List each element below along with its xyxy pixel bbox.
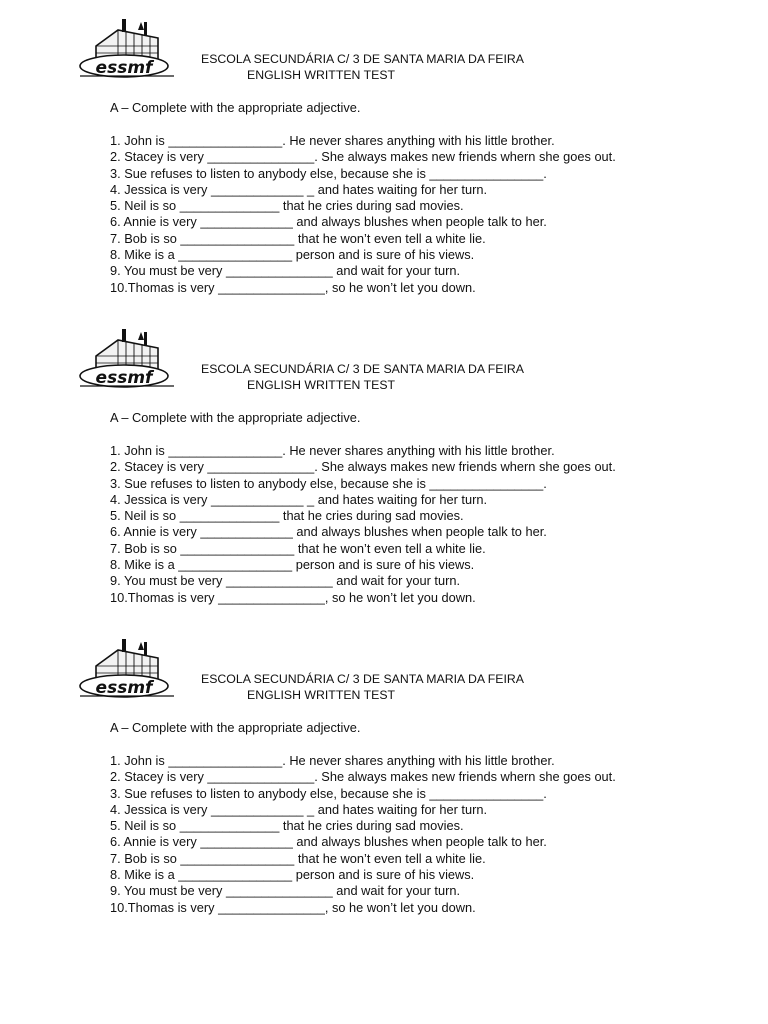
exercise-list: [110, 443, 616, 606]
exercise-item: 7. Bob is so ________________ that he won’t even tell a white lie.: [110, 850, 486, 866]
school-name: ESCOLA SECUNDÁRIA C/ 3 DE SANTA MARIA DA FEIRA: [201, 52, 524, 66]
test-title: ENGLISH WRITTEN TEST: [247, 688, 396, 702]
test-title: ENGLISH WRITTEN TEST: [247, 68, 396, 82]
exercise-item: 3. Sue refuses to listen to anybody else, because she is ________________.: [110, 475, 547, 491]
school-logo: [78, 16, 178, 82]
test-title: ENGLISH WRITTEN TEST: [247, 378, 396, 392]
exercise-item: 1. John is ________________. He never shares anything with his little brother.: [110, 443, 555, 458]
svg-text:essmf: essmf: [95, 368, 153, 388]
exercise-instruction: A – Complete with the appropriate adjective.: [110, 100, 361, 115]
svg-text:essmf: essmf: [95, 678, 153, 698]
exercise-list: [110, 753, 616, 916]
worksheet-section-2: [0, 312, 768, 612]
exercise-item: 2. Stacey is very _______________. She always makes new friends whern she goes out.: [110, 769, 616, 785]
exercise-item: 5. Neil is so ______________ that he cries during sad movies.: [110, 508, 464, 524]
exercise-item: 2. Stacey is very _______________. She always makes new friends whern she goes out.: [110, 459, 616, 475]
worksheet-section-1: [0, 2, 768, 302]
exercise-item: 7. Bob is so ________________ that he won’t even tell a white lie.: [110, 230, 486, 246]
exercise-item: 5. Neil is so ______________ that he cries during sad movies.: [110, 818, 464, 834]
exercise-item: 7. Bob is so ________________ that he won’t even tell a white lie.: [110, 540, 486, 556]
exercise-item: 9. You must be very _______________ and wait for your turn.: [110, 263, 461, 279]
exercise-item: 8. Mike is a ________________ person and is sure of his views.: [110, 557, 475, 573]
exercise-item: 8. Mike is a ________________ person and is sure of his views.: [110, 247, 475, 263]
svg-text:essmf: essmf: [95, 58, 153, 78]
school-name: ESCOLA SECUNDÁRIA C/ 3 DE SANTA MARIA DA FEIRA: [201, 362, 524, 376]
school-logo: [78, 326, 178, 392]
school-name: ESCOLA SECUNDÁRIA C/ 3 DE SANTA MARIA DA FEIRA: [201, 672, 524, 686]
exercise-item: 9. You must be very _______________ and wait for your turn.: [110, 573, 461, 589]
exercise-item: 10.Thomas is very _______________, so he won’t let you down.: [110, 899, 476, 915]
school-logo: [78, 636, 178, 702]
exercise-item: 9. You must be very _______________ and wait for your turn.: [110, 883, 461, 899]
exercise-item: 1. John is ________________. He never shares anything with his little brother.: [110, 753, 555, 768]
exercise-item: 3. Sue refuses to listen to anybody else, because she is ________________.: [110, 165, 547, 181]
exercise-item: 6. Annie is very _____________ and always blushes when people talk to her.: [110, 834, 547, 850]
exercise-item: 10.Thomas is very _______________, so he won’t let you down.: [110, 279, 476, 295]
exercise-item: 1. John is ________________. He never shares anything with his little brother.: [110, 133, 555, 148]
exercise-item: 10.Thomas is very _______________, so he won’t let you down.: [110, 589, 476, 605]
worksheet-section-3: [0, 622, 768, 922]
exercise-item: 6. Annie is very _____________ and always blushes when people talk to her.: [110, 524, 547, 540]
exercise-item: 6. Annie is very _____________ and always blushes when people talk to her.: [110, 214, 547, 230]
exercise-item: 2. Stacey is very _______________. She always makes new friends whern she goes out.: [110, 149, 616, 165]
exercise-item: 4. Jessica is very _____________ _ and hates waiting for her turn.: [110, 181, 488, 197]
exercise-item: 5. Neil is so ______________ that he cries during sad movies.: [110, 198, 464, 214]
exercise-item: 3. Sue refuses to listen to anybody else, because she is ________________.: [110, 785, 547, 801]
exercise-item: 8. Mike is a ________________ person and is sure of his views.: [110, 867, 475, 883]
exercise-instruction: A – Complete with the appropriate adjective.: [110, 720, 361, 735]
exercise-item: 4. Jessica is very _____________ _ and hates waiting for her turn.: [110, 801, 488, 817]
exercise-item: 4. Jessica is very _____________ _ and hates waiting for her turn.: [110, 491, 488, 507]
exercise-list: [110, 133, 616, 296]
exercise-instruction: A – Complete with the appropriate adjective.: [110, 410, 361, 425]
